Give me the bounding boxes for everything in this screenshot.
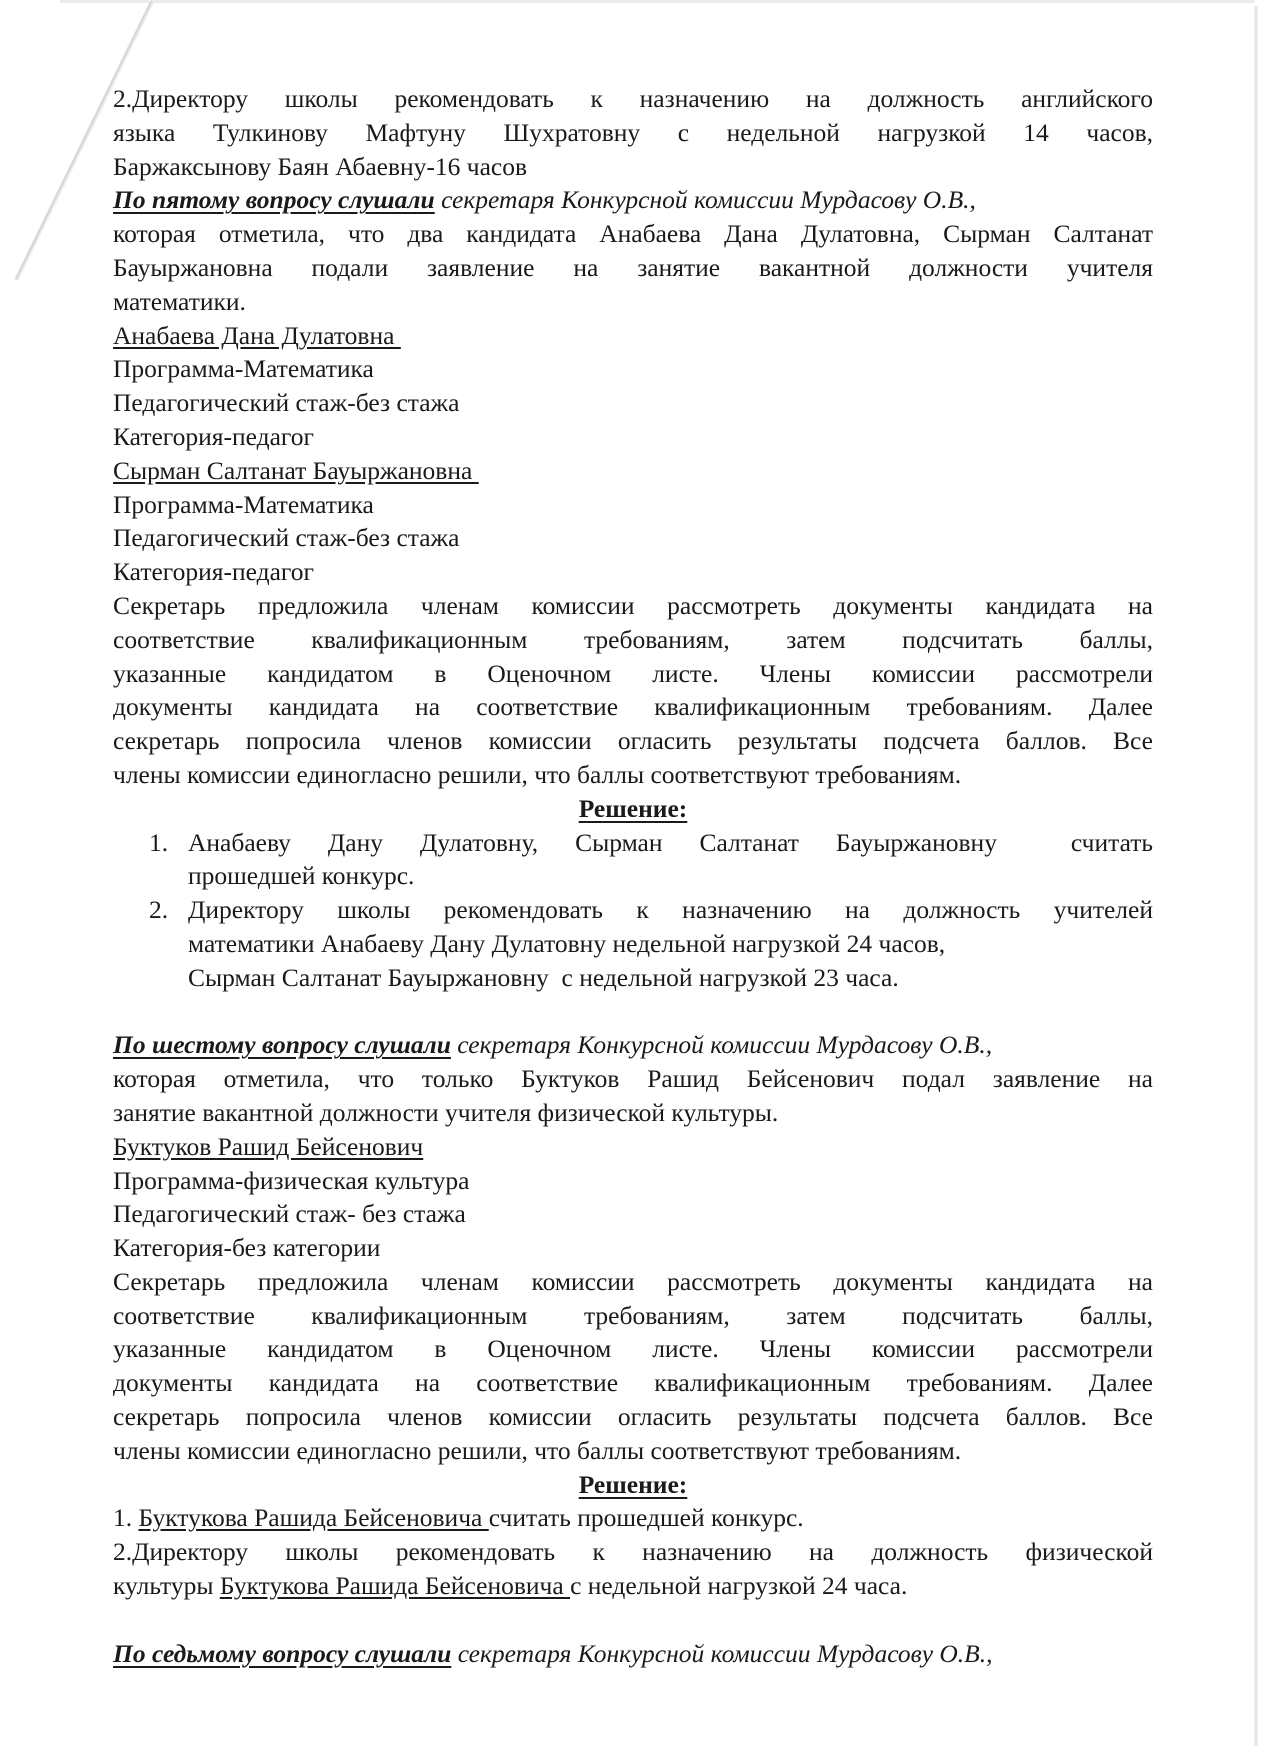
text-line: математики Анабаеву Дану Дулатовну недельной нагрузкой 24 часов, xyxy=(188,928,946,958)
candidate-program: Программа-Математика xyxy=(113,354,374,384)
candidate-experience: Педагогический стаж- без стажа xyxy=(113,1199,466,1229)
candidate-experience: Педагогический стаж-без стажа xyxy=(113,523,460,553)
page-top-edge xyxy=(60,0,1255,3)
section-lead-label: По седьмому вопросу слушали xyxy=(113,1638,452,1668)
text-line: Секретарь предложила членам комиссии рассмотреть документы кандидата на xyxy=(113,590,1153,620)
section-5 xyxy=(113,183,1153,994)
section-6 xyxy=(113,1028,1153,1603)
text-line: Анабаеву Дану Дулатовну, Сырман Салтанат Бауыржановну считать xyxy=(188,827,1153,857)
candidate-name: Буктуков Рашид Бейсенович xyxy=(113,1131,424,1161)
decision-text: с недельной нагрузкой 24 часа. xyxy=(570,1571,908,1601)
candidate-name: Сырман Салтанат Бауыржановна xyxy=(113,455,479,485)
candidate-category: Категория-педагог xyxy=(113,557,314,587)
text-line: 2.Директору школы рекомендовать к назначению на должность физической xyxy=(113,1537,1153,1567)
text-line: секретарь попросила членов комиссии огласить результаты подсчета баллов. Все xyxy=(113,1402,1153,1432)
decision-item xyxy=(113,893,1153,994)
decision-item xyxy=(113,826,1153,894)
list-number: 1. xyxy=(113,1503,139,1533)
text-line: документы кандидата на соответствие квалификационным требованиям. Далее xyxy=(113,692,1153,722)
section-5-lead xyxy=(113,183,1153,217)
text-line: соответствие квалификационным требованиям, затем подсчитать баллы, xyxy=(113,624,1153,654)
text-line: члены комиссии единогласно решили, что баллы соответствуют требованиям. xyxy=(113,759,962,789)
decision-item xyxy=(113,1569,1153,1603)
section-lead-rest: секретаря Конкурсной комиссии Мурдасову О.В., xyxy=(451,1638,993,1668)
decision-text: культуры xyxy=(113,1571,220,1601)
text-line: которая отметила, что два кандидата Анабаева Дана Дулатовна, Сырман Салтанат xyxy=(113,219,1153,249)
text-line: указанные кандидатом в Оценочном листе. Члены комиссии рассмотрели xyxy=(113,658,1153,688)
list-number: 2. xyxy=(149,895,169,925)
text-line: прошедшей конкурс. xyxy=(188,861,415,891)
text-line: члены комиссии единогласно решили, что баллы соответствуют требованиям. xyxy=(113,1435,962,1465)
section-6-lead xyxy=(113,1028,1153,1062)
section-7-lead xyxy=(113,1637,1153,1671)
spacer xyxy=(113,995,1153,1029)
text-line: Секретарь предложила членам комиссии рассмотреть документы кандидата на xyxy=(113,1266,1153,1296)
section-4-decision-2 xyxy=(113,82,1153,183)
document-body xyxy=(113,82,1153,1670)
text-line: указанные кандидатом в Оценочном листе. Члены комиссии рассмотрели xyxy=(113,1334,1153,1364)
list-number: 1. xyxy=(149,827,169,857)
decision-heading: Решение: xyxy=(578,1469,688,1499)
text-line: Баржаксынову Баян Абаевну-16 часов xyxy=(113,151,528,181)
review-paragraph xyxy=(113,1265,1153,1468)
page-right-edge xyxy=(1254,6,1258,1746)
candidate-name: Буктукова Рашида Бейсеновича xyxy=(138,1503,489,1533)
decision-list xyxy=(113,826,1153,995)
section-lead-rest: секретаря Конкурсной комиссии Мурдасову О.В., xyxy=(434,185,976,215)
candidate-experience: Педагогический стаж-без стажа xyxy=(113,388,460,418)
text-line: Сырман Салтанат Бауыржановну с недельной нагрузкой 23 часа. xyxy=(188,962,899,992)
candidate-block xyxy=(113,454,1153,589)
candidate-block xyxy=(113,1130,1153,1265)
review-paragraph xyxy=(113,589,1153,792)
text-line: математики. xyxy=(113,286,246,316)
candidate-category: Категория-без категории xyxy=(113,1233,381,1263)
candidate-name: Анабаева Дана Дулатовна xyxy=(113,320,401,350)
section-lead-rest: секретаря Конкурсной комиссии Мурдасову О.В., xyxy=(450,1030,993,1060)
candidate-program: Программа-Математика xyxy=(113,489,374,519)
spacer xyxy=(113,1603,1153,1637)
text-line: которая отметила, что только Буктуков Рашид Бейсенович подал заявление на xyxy=(113,1064,1153,1094)
decision-item xyxy=(113,1501,1153,1535)
text-line: языка Тулкинову Мафтуну Шухратовну с недельной нагрузкой 14 часов, xyxy=(113,117,1153,147)
text-line: секретарь попросила членов комиссии огласить результаты подсчета баллов. Все xyxy=(113,726,1153,756)
text-line: 2.Директору школы рекомендовать к назначению на должность английского xyxy=(113,84,1153,113)
text-line: Бауыржановна подали заявление на занятие вакантной должности учителя xyxy=(113,252,1153,282)
text-line: документы кандидата на соответствие квалификационным требованиям. Далее xyxy=(113,1368,1153,1398)
section-lead-label: По пятому вопросу слушали xyxy=(113,185,435,215)
text-line: соответствие квалификационным требованиям, затем подсчитать баллы, xyxy=(113,1300,1153,1330)
text-line: Директору школы рекомендовать к назначению на должность учителей xyxy=(188,895,1153,925)
candidate-block xyxy=(113,319,1153,454)
candidate-program: Программа-физическая культура xyxy=(113,1165,470,1195)
section-lead-label: По шестому вопросу слушали xyxy=(113,1030,451,1060)
candidate-category: Категория-педагог xyxy=(113,421,314,451)
candidate-name: Буктукова Рашида Бейсеновича xyxy=(219,1571,571,1601)
text-line: занятие вакантной должности учителя физической культуры. xyxy=(113,1097,779,1127)
section-7 xyxy=(113,1637,1153,1671)
decision-text: считать прошедшей конкурс. xyxy=(488,1503,804,1533)
decision-heading: Решение: xyxy=(578,793,688,823)
